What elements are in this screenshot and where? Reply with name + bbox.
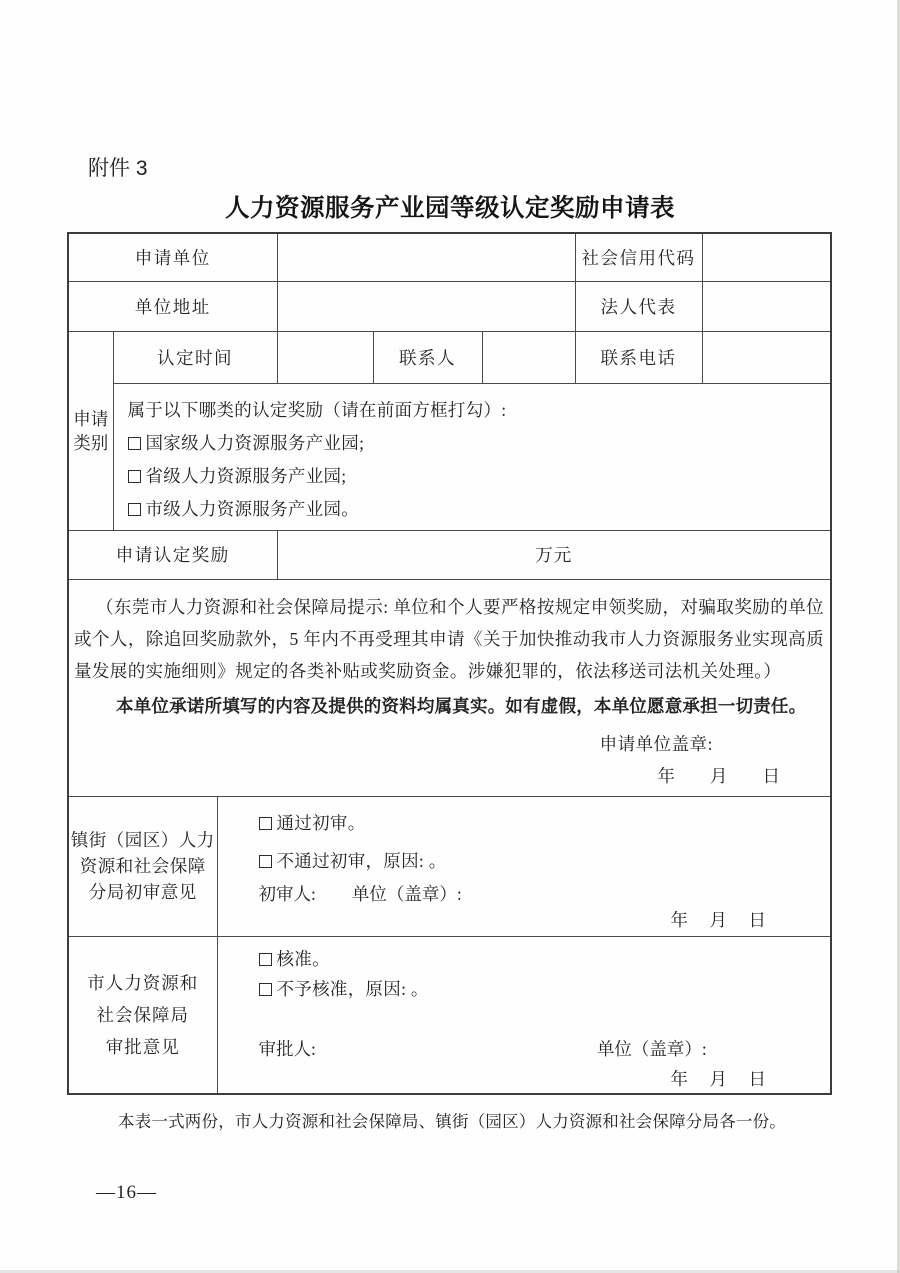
reward-amount-field[interactable] [277,530,831,579]
applicant-seal-label: 申请单位盖章: [599,734,714,754]
commitment-text: 本单位承诺所填写的内容及提供的资料均属真实。如有虚假，本单位愿意承担一切责任。 [116,696,807,716]
row-category-options [68,383,831,530]
applicant-unit-field[interactable] [277,233,575,281]
bureau-seal-label: 单位（盖章）: [596,1038,707,1059]
credit-code-field[interactable] [702,233,831,281]
initial-review-label-line: 资源和社会保障 [79,856,206,876]
option-fail-initial-review [259,848,831,874]
municipal-park-checkbox[interactable] [128,503,141,516]
row-unit-address [68,281,831,331]
option-label: 通过初审。 [276,812,366,833]
national-park-checkbox[interactable] [128,437,141,450]
unit-address-field[interactable] [277,281,575,331]
contact-phone-label: 联系电话 [575,331,702,383]
approval-content [217,936,831,1094]
option-approve [259,946,831,972]
initial-review-content [217,796,831,936]
option-pass-initial-review [259,810,831,836]
reviewer-line [259,881,831,907]
provincial-park-checkbox[interactable] [128,470,141,483]
option-label: 市级人力资源服务产业园。 [145,499,360,519]
option-reject [259,976,831,1002]
recognition-time-field[interactable] [277,331,373,383]
credit-code-label: 社会信用代码 [575,233,702,281]
legal-rep-label: 法人代表 [575,281,702,331]
initial-review-label [68,796,217,936]
category-label-line: 类别 [73,432,109,453]
row-reward-amount [68,530,831,579]
page-title: 人力资源服务产业园等级认定奖励申请表 [225,195,675,222]
contact-person-label: 联系人 [373,331,482,383]
pass-initial-review-checkbox[interactable] [259,817,272,830]
approval-label-line: 审批意见 [105,1036,180,1057]
category-label [68,331,113,530]
fail-initial-review-checkbox[interactable] [259,855,272,868]
category-prompt: 属于以下哪类的认定奖励（请在前面方框打勾）: [127,400,507,420]
approve-checkbox[interactable] [259,953,272,966]
branch-seal-label: 单位（盖章）: [351,883,462,904]
approver-label: 审批人: [258,1038,316,1059]
footer-note: 本表一式两份，市人力资源和社会保障局、镇街（园区）人力资源和社会保障分局各一份。 [118,1112,786,1131]
notice-text: （东莞市人力资源和社会保障局提示: 单位和个人要严格按规定申领奖励，对骗取奖励的单位或个人，除追回奖励款外，5 年内不再受理其申请《关于加快推动我市人力资源服务业实现高质量发展的实施细则》规定的各类补贴或奖励资金。涉嫌犯罪的，依法移送司法机关处理。） [74,597,825,681]
option-label: 省级人力资源服务产业园; [145,466,347,486]
approval-label-line: 市人力资源和 [87,972,199,993]
unit-address-label: 单位地址 [68,281,277,331]
attachment-label: 附件 3 [88,157,148,180]
option-provincial-park [128,460,823,493]
contact-phone-field[interactable] [702,331,831,383]
approver-line [259,1036,831,1062]
approval-label-line: 社会保障局 [96,1004,189,1025]
declaration-date-line: 年 月 日 [657,766,781,786]
category-label-line: 申请 [73,408,109,429]
option-label: 国家级人力资源服务产业园; [145,433,365,453]
reject-checkbox[interactable] [259,983,272,996]
initial-review-date-line: 年 月 日 [670,909,769,930]
reviewer-label: 初审人: [258,883,316,904]
initial-review-label-line: 分局初审意见 [88,882,197,902]
row-approval [68,936,831,1094]
option-municipal-park [128,493,823,526]
option-label: 核准。 [276,948,330,969]
initial-review-label-line: 镇街（园区）人力 [70,830,215,850]
contact-person-field[interactable] [482,331,575,383]
applicant-unit-label: 申请单位 [68,233,277,281]
legal-rep-field[interactable] [702,281,831,331]
category-options-cell [113,383,831,530]
approval-date-line: 年 月 日 [670,1068,769,1089]
row-initial-review [68,796,831,936]
row-declaration [68,579,831,796]
row-recognition-time [68,331,831,383]
option-label: 不通过初审，原因: 。 [276,850,447,871]
option-national-park [128,427,823,460]
declaration-cell [68,579,831,796]
reward-label: 申请认定奖励 [68,530,277,579]
row-applicant-unit [68,233,831,281]
page-number: —16— [96,1182,157,1203]
reward-unit-label: 万元 [535,545,573,565]
option-label: 不予核准，原因: 。 [276,978,429,999]
approval-label [68,936,217,1094]
application-form-table [67,232,832,1095]
recognition-time-label: 认定时间 [113,331,277,383]
